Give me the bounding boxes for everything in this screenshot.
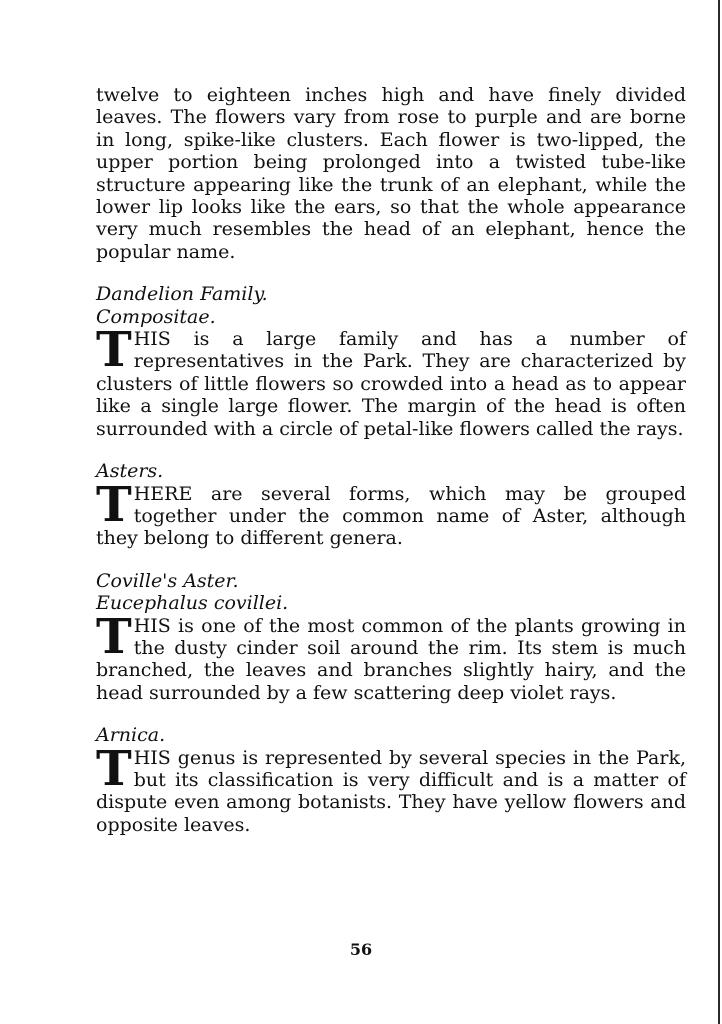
section-paragraph-covilles-aster [96, 608, 686, 705]
section-subheading-compositae: Compositae. [96, 305, 216, 328]
section-heading-covilles-aster: Coville's Aster. [96, 569, 239, 592]
paragraph-text: HIS genus is represented by several species in the Park, but its classification is very difficult and is a matter of dispute even among botanists. They have yellow flowers and opposite leaves. [96, 746, 686, 836]
page-text-column [96, 84, 686, 836]
paragraph-text: HERE are several forms, which may be grouped together under the common name of Aster, although they belong to different genera. [96, 482, 686, 550]
section-paragraph-asters [96, 476, 686, 550]
drop-cap: T [96, 322, 132, 379]
section-heading-asters: Asters. [96, 460, 164, 483]
drop-cap: T [96, 608, 132, 665]
drop-cap: T [96, 740, 132, 797]
intro-paragraph: twelve to eighteen inches high and have finely divided leaves. The flowers vary from rose to purple and are borne in long, spike-like clusters. Each flower is two-lipped, the upper portion being prolonged into a twisted tube-like structure appearing like the trunk of an elephant, while the lower lip looks like the ears, so that the whole appearance very much resembles the head of an elephant, hence the popular name. [96, 84, 686, 263]
paragraph-text: HIS is one of the most common of the plants growing in the dusty cinder soil around the rim. Its stem is much branched, the leaves and branches slightly hairy, and the head surrounded by a few scattering deep violet rays. [96, 614, 686, 704]
section-paragraph-arnica [96, 740, 686, 837]
section-heading-dandelion-family: Dandelion Family. [96, 283, 268, 306]
page-edge-line [718, 0, 720, 1024]
drop-cap: T [96, 476, 132, 533]
section-heading-arnica: Arnica. [96, 724, 166, 747]
paragraph-text: HIS is a large family and has a number of representatives in the Park. They are characterized by clusters of little flowers so crowded into a head as to appear like a single large flower. The margin of the head is often surrounded with a circle of petal-like flowers called the rays. [96, 328, 686, 440]
section-paragraph-dandelion-family [96, 322, 686, 440]
section-subheading-eucephalus-covillei: Eucephalus covillei. [96, 592, 289, 615]
page-number: 56 [349, 940, 373, 959]
